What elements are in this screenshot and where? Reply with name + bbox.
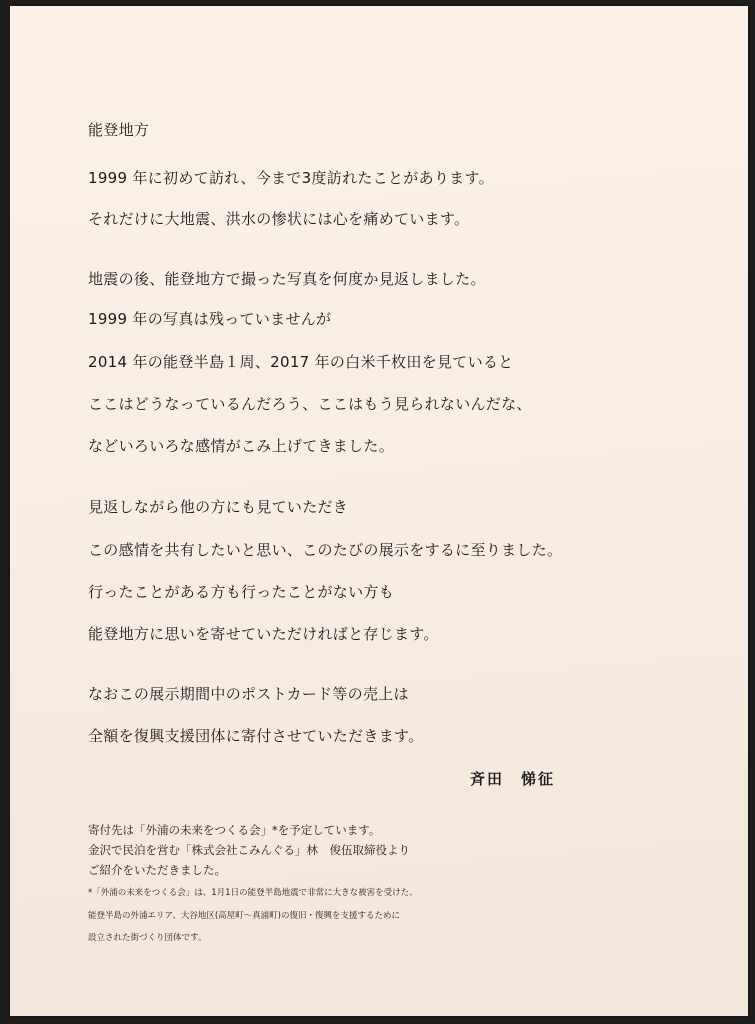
donation-note-line: ご紹介をいただきました。 <box>88 863 226 877</box>
letter-line: 行ったことがある方も行ったことがない方も <box>88 583 395 601</box>
letter-line: 全額を復興支援団体に寄付させていただきます。 <box>88 727 424 745</box>
letter-card <box>10 6 748 1016</box>
letter-line: 地震の後、能登地方で撮った写真を何度か見返しました。 <box>88 270 486 288</box>
letter-line: 2014 年の能登半島１周、2017 年の白米千枚田を見ていると <box>88 353 514 371</box>
footnote-line: 能登半島の外浦エリア、大谷地区(高屋町～真浦町)の復旧・復興を支援するために <box>88 911 400 921</box>
footnote-line: 設立された街づくり団体です。 <box>88 933 207 943</box>
letter-line: 見返しながら他の方にも見ていただき <box>88 498 349 516</box>
letter-line: 1999 年に初めて訪れ、今まで3度訪れたことがあります。 <box>88 169 494 187</box>
donation-note-line: 寄付先は「外浦の未来をつくる会」*を予定しています。 <box>88 823 381 837</box>
letter-line: 1999 年の写真は残っていませんが <box>88 310 332 328</box>
letter-line: それだけに大地震、洪水の惨状には心を痛めています。 <box>88 210 470 228</box>
footnote-line: *「外浦の未来をつくる会」は、1月1日の能登半島地震で非常に大きな被害を受けた、 <box>88 888 418 898</box>
letter-line: などいろいろな感情がこみ上げてきました。 <box>88 437 395 455</box>
letter-line: この感情を共有したいと思い、このたびの展示をするに至りました。 <box>88 541 563 559</box>
author-signature: 斉田 悌征 <box>470 770 556 788</box>
letter-line: ここはどうなっているんだろう、ここはもう見られないんだな、 <box>88 395 532 413</box>
letter-title: 能登地方 <box>88 121 150 139</box>
letter-line: 能登地方に思いを寄せていただければと存じます。 <box>88 625 439 643</box>
letter-line: なおこの展示期間中のポストカード等の売上は <box>88 685 409 703</box>
donation-note-line: 金沢で民泊を営む「株式会社こみんぐる」林 俊伍取締役より <box>88 843 410 857</box>
